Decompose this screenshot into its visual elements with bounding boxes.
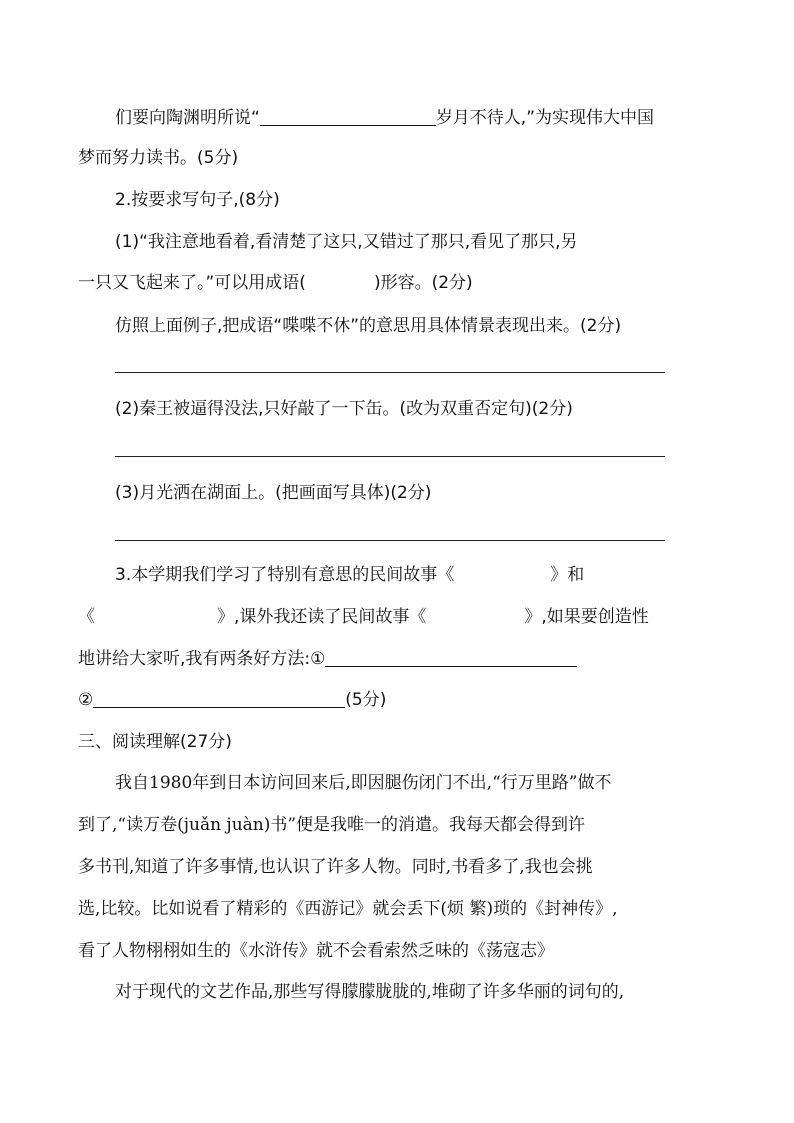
question-2-3 <box>0 481 794 505</box>
answer-line-3[interactable] <box>115 540 665 541</box>
passage-text-6: 对于现代的文艺作品,那些写得朦朦胧胧的,堆砌了许多华丽的词句的, <box>115 982 625 1002</box>
question-2-1-line-c <box>0 314 794 338</box>
quote-blank[interactable] <box>260 108 436 126</box>
section-3-heading <box>0 730 794 754</box>
q3-c-text: 地讲给大家听,我有两条好方法:① <box>78 649 326 669</box>
q3-b-end: 》,如果要创造性 <box>524 607 649 627</box>
passage-text-5: 看了人物栩栩如生的《水浒传》就不会看索然乏味的《荡寇志》 <box>78 941 554 961</box>
q3-b-open: 《 <box>78 607 95 627</box>
text-line-1 <box>0 106 794 130</box>
method-1-blank[interactable] <box>325 649 577 667</box>
passage-line-6 <box>0 980 794 1004</box>
q3-d-marker: ② <box>78 690 94 710</box>
line-2-text: 梦而努力读书。(5分) <box>78 148 239 168</box>
q3-a-start: 3.本学期我们学习了特别有意思的民间故事《 <box>115 565 455 585</box>
line-1-end: 岁月不待人,”为实现伟大中国 <box>435 108 655 128</box>
question-2-1-line-b <box>0 271 794 295</box>
q2-1b-start: 一只又飞起来了。”可以用成语( <box>78 273 306 293</box>
passage-line-2 <box>0 813 794 837</box>
q2-1c-text: 仿照上面例子,把成语“喋喋不休”的意思用具体情景表现出来。(2分) <box>115 316 622 336</box>
passage-text-1: 我自1980年到日本访问回来后,即因腿伤闭门不出,“行万里路”做不 <box>115 773 612 793</box>
q3-d-score: (5分) <box>345 690 387 710</box>
passage-line-3 <box>0 855 794 879</box>
answer-line-1[interactable] <box>115 372 665 373</box>
q2-title-text: 2.按要求写句子,(8分) <box>115 190 280 210</box>
passage-text-2: 到了,“读万卷(juǎn juàn)书”便是我唯一的消遣。我每天都会得到许 <box>78 815 586 835</box>
passage-text-4: 选,比较。比如说看了精彩的《西游记》就会丢下(烦 繁)琐的《封神传》, <box>78 899 618 919</box>
question-3-line-b <box>0 605 794 629</box>
passage-line-1 <box>0 771 794 795</box>
question-3-line-a <box>0 563 794 587</box>
question-2-2 <box>0 397 794 421</box>
answer-line-2[interactable] <box>115 456 665 457</box>
q3-b-middle: 》,课外我还读了民间故事《 <box>217 607 427 627</box>
passage-line-5 <box>0 939 794 963</box>
question-3-line-c <box>0 647 794 671</box>
question-3-line-d <box>0 688 794 712</box>
reading-heading: 三、阅读理解(27分) <box>78 732 232 752</box>
q2-1b-end: )形容。(2分) <box>373 273 473 293</box>
passage-text-3: 多书刊,知道了许多事情,也认识了许多人物。同时,书看多了,我也会挑 <box>78 857 593 877</box>
q2-3-text: (3)月光洒在湖面上。(把画面写具体)(2分) <box>115 483 432 503</box>
q2-2-text: (2)秦王被逼得没法,只好敲了一下缶。(改为双重否定句)(2分) <box>115 399 573 419</box>
question-2-1-line-a <box>0 230 794 254</box>
q2-1a-text: (1)“我注意地看着,看清楚了这只,又错过了那只,看见了那只,另 <box>115 232 578 252</box>
text-line-2 <box>0 146 794 170</box>
question-2-title <box>0 188 794 212</box>
method-2-blank[interactable] <box>93 690 345 708</box>
q3-a-end: 》和 <box>550 565 585 585</box>
passage-line-4 <box>0 897 794 921</box>
line-1-start: 们要向陶渊明所说“ <box>115 108 260 128</box>
